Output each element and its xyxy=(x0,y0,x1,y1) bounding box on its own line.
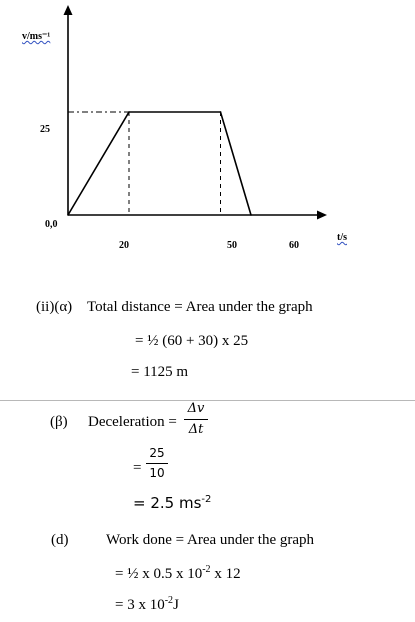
fraction-dv-dt xyxy=(184,402,208,438)
fraction-bar xyxy=(146,463,168,464)
part-b-label: (β) xyxy=(50,414,68,430)
y-axis-label: v/ms⁻¹ xyxy=(22,31,51,42)
fraction-bar xyxy=(184,419,208,420)
part-a-line1: Total distance = Area under the graph xyxy=(87,299,313,315)
data-point xyxy=(220,111,222,113)
x-axis-label: t/s xyxy=(337,232,347,243)
fraction-dt: Δt xyxy=(188,421,204,437)
data-point xyxy=(128,111,130,113)
part-d-line2-exp: -2 xyxy=(202,564,211,575)
x-tick-label-20: 20 xyxy=(119,240,129,251)
origin-label: 0,0 xyxy=(45,219,58,230)
part-d-line3 xyxy=(115,595,179,614)
velocity-series-line xyxy=(68,112,251,215)
section-divider xyxy=(0,400,415,401)
part-a-line2: = ½ (60 + 30) x 25 xyxy=(135,333,249,349)
part-b-result xyxy=(133,494,211,512)
part-d-line2-text: = ½ x 0.5 x 10 xyxy=(115,566,203,582)
x-axis-arrow xyxy=(317,211,327,220)
part-b-prefix: Deceleration = xyxy=(88,414,177,430)
data-point xyxy=(250,214,252,216)
graph-svg xyxy=(0,0,415,270)
part-b-result-text: = 2.5 ms xyxy=(133,494,202,512)
data-point xyxy=(67,214,69,216)
y-tick-label-25: 25 xyxy=(40,124,50,135)
fraction-25-10 xyxy=(146,447,168,481)
part-b-equals: = xyxy=(133,460,142,476)
fraction-10: 10 xyxy=(149,465,165,480)
fraction-dv: Δv xyxy=(187,401,205,416)
part-d-line3-unit: J xyxy=(173,597,179,613)
part-b-result-exp: -2 xyxy=(201,494,212,505)
part-d-line2 xyxy=(115,564,241,583)
part-d-line2-tail: x 12 xyxy=(210,566,241,582)
part-d-line3-text: = 3 x 10 xyxy=(115,597,165,613)
part-d-label: (d) xyxy=(51,532,69,548)
part-d-line3-exp: -2 xyxy=(164,595,174,606)
velocity-time-graph xyxy=(0,0,415,270)
part-a-line3: = 1125 m xyxy=(131,364,189,380)
x-tick-label-50: 50 xyxy=(227,240,237,251)
part-d-line1: Work done = Area under the graph xyxy=(106,532,315,548)
y-axis-arrow xyxy=(64,5,73,15)
fraction-25: 25 xyxy=(149,446,165,460)
part-a-label: (ii)(α) xyxy=(36,299,73,315)
x-tick-label-60: 60 xyxy=(289,240,299,251)
